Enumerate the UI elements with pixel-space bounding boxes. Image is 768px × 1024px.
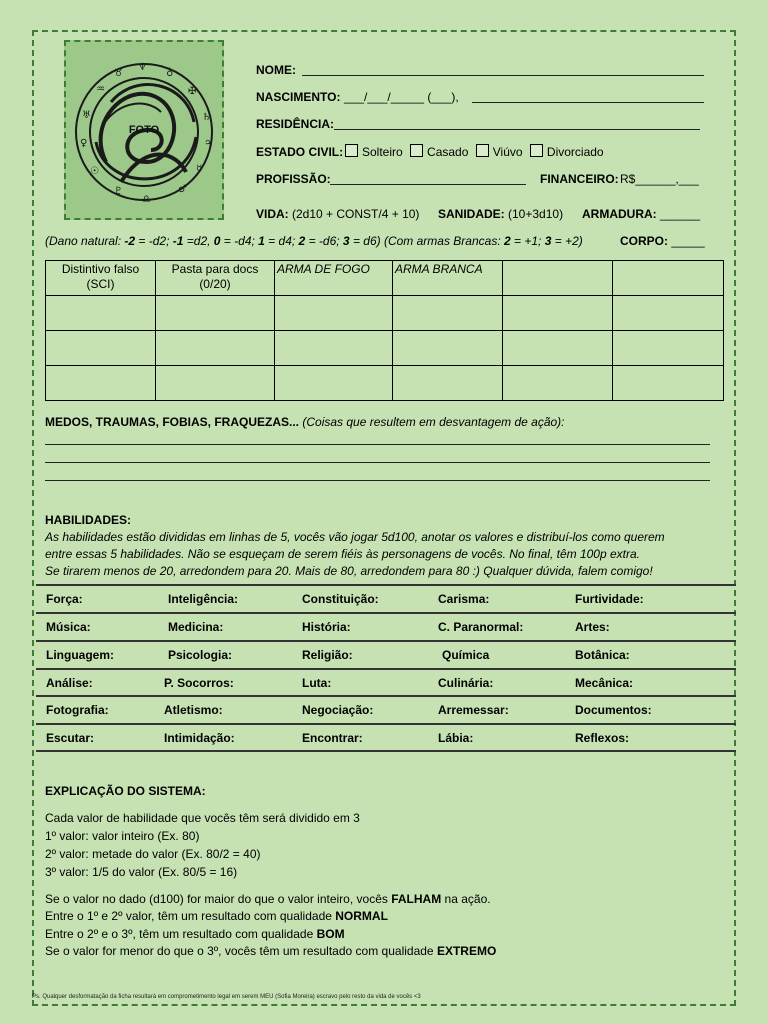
table-cell[interactable] bbox=[393, 296, 503, 331]
skill-intimidacao[interactable]: Intimidação: bbox=[164, 731, 235, 745]
skill-psicologia[interactable]: Psicologia: bbox=[168, 648, 233, 662]
skill-analise[interactable]: Análise: bbox=[46, 676, 93, 690]
residencia-field[interactable] bbox=[334, 129, 700, 130]
residencia-label: RESIDÊNCIA: bbox=[256, 117, 335, 131]
rule-normal: Entre o 1º e 2º valor, têm um resultado com qualidade NORMAL bbox=[45, 909, 388, 923]
footer-note: Ps. Qualquer desformatação da ficha resultará em comprometimento legal em serem MEU (Sofia Moreira) escravo pelo resto da vida de vocês <3 bbox=[32, 994, 421, 1000]
skill-linguagem[interactable]: Linguagem: bbox=[46, 648, 114, 662]
skill-botanica[interactable]: Botânica: bbox=[575, 648, 630, 662]
nome-label: NOME: bbox=[256, 63, 296, 77]
svg-text:♂: ♂ bbox=[178, 184, 187, 195]
table-cell[interactable] bbox=[46, 296, 156, 331]
svg-text:♁: ♁ bbox=[166, 68, 174, 79]
table-cell[interactable] bbox=[503, 331, 613, 366]
table-cell[interactable] bbox=[156, 296, 275, 331]
table-header-cell[interactable] bbox=[613, 261, 724, 296]
damage-rules: (Dano natural: -2 = -d2; -1 =d2, 0 = -d4; 1 = d4; 2 = -d6; 3 = d6) (Com armas Brancas: 2 = +1; 3 = +2) bbox=[45, 234, 583, 248]
skills-row bbox=[36, 640, 736, 666]
table-cell[interactable] bbox=[156, 366, 275, 401]
skill-p-socorros[interactable]: P. Socorros: bbox=[164, 676, 234, 690]
medos-line[interactable] bbox=[45, 480, 710, 481]
corpo-row bbox=[620, 233, 705, 249]
skill-escutar[interactable]: Escutar: bbox=[46, 731, 95, 745]
photo-label: FOTO bbox=[128, 124, 160, 136]
estado-civil-options bbox=[345, 144, 604, 160]
table-cell[interactable] bbox=[613, 366, 724, 401]
vida-formula: (2d10 + CONST/4 + 10) bbox=[292, 207, 420, 221]
medos-heading bbox=[45, 414, 565, 430]
profissao-label: PROFISSÃO: bbox=[256, 172, 331, 186]
skill-constituicao[interactable]: Constituição: bbox=[302, 592, 379, 606]
svg-text:♇: ♇ bbox=[114, 186, 123, 197]
nascimento-label: NASCIMENTO: bbox=[256, 90, 341, 104]
habilidades-text-line: As habilidades estão divididas em linhas de 5, vocês vão jogar 5d100, anotar os valores e distribuí-los como querem bbox=[45, 530, 665, 544]
skill-arremessar[interactable]: Arremessar: bbox=[438, 703, 509, 717]
sanidade-formula: (10+3d10) bbox=[508, 207, 564, 221]
svg-text:♎: ♎ bbox=[142, 194, 151, 205]
medos-note: (Coisas que resultem em desvantagem de ação): bbox=[302, 415, 565, 429]
sistema-line: 2º valor: metade do valor (Ex. 80/2 = 40) bbox=[45, 847, 261, 861]
armadura-label: ARMADURA: bbox=[582, 207, 657, 221]
svg-text:✠: ✠ bbox=[188, 86, 197, 97]
sanidade-row bbox=[438, 206, 563, 222]
sistema-line: 3º valor: 1/5 do valor (Ex. 80/5 = 16) bbox=[45, 865, 238, 879]
table-header-cell[interactable]: ARMA BRANCA bbox=[393, 261, 503, 296]
svg-text:♀: ♀ bbox=[80, 138, 88, 149]
skills-row bbox=[36, 612, 736, 638]
table-cell[interactable] bbox=[275, 296, 393, 331]
table-header-cell[interactable]: Pasta para docs (0/20) bbox=[156, 261, 275, 296]
skill-musica[interactable]: Música: bbox=[46, 620, 91, 634]
svg-text:♄: ♄ bbox=[202, 112, 211, 123]
sistema-title: EXPLICAÇÃO DO SISTEMA: bbox=[45, 784, 206, 798]
table-cell[interactable] bbox=[46, 366, 156, 401]
vida-row bbox=[256, 206, 419, 222]
skill-historia[interactable]: História: bbox=[302, 620, 351, 634]
skill-fotografia[interactable]: Fotografia: bbox=[46, 703, 109, 717]
habilidades-text-line: entre essas 5 habilidades. Não se esqueçam de serem fiéis às personagens de vocês. No final, têm 100p extra. bbox=[45, 547, 641, 561]
skill-furtividade[interactable]: Furtividade: bbox=[575, 592, 644, 606]
items-table bbox=[45, 260, 724, 401]
skill-encontrar[interactable]: Encontrar: bbox=[302, 731, 363, 745]
skill-mecanica[interactable]: Mecânica: bbox=[575, 676, 634, 690]
table-cell[interactable] bbox=[393, 331, 503, 366]
table-header-cell[interactable]: Distintivo falso (SCI) bbox=[46, 261, 156, 296]
vida-label: VIDA: bbox=[256, 207, 289, 221]
habilidades-text-line: Se tirarem menos de 20, arredondem para 20. Mais de 80, arredondem para 80 :) Qualquer dúvida, falem comigo! bbox=[45, 564, 653, 578]
table-cell[interactable] bbox=[275, 366, 393, 401]
rule-falham: Se o valor no dado (d100) for maior do que o valor inteiro, vocês FALHAM na ação. bbox=[45, 892, 491, 906]
habilidades-title: HABILIDADES: bbox=[45, 513, 131, 527]
sistema-line: Cada valor de habilidade que vocês têm será dividido em 3 bbox=[45, 811, 360, 825]
svg-text:♆: ♆ bbox=[138, 62, 147, 73]
rule-bom: Entre o 2º e o 3º, têm um resultado com qualidade BOM bbox=[45, 927, 345, 941]
skill-religiao[interactable]: Religião: bbox=[302, 648, 353, 662]
armadura-row bbox=[582, 206, 700, 222]
sanidade-label: SANIDADE: bbox=[438, 207, 505, 221]
skill-artes[interactable]: Artes: bbox=[575, 620, 610, 634]
svg-text:♉: ♉ bbox=[114, 68, 123, 79]
estado-civil-label: ESTADO CIVIL: bbox=[256, 145, 344, 159]
armadura-field[interactable]: ______ bbox=[660, 207, 701, 221]
svg-text:☿: ☿ bbox=[196, 164, 203, 175]
svg-text:♒: ♒ bbox=[96, 84, 105, 95]
table-row bbox=[46, 366, 724, 401]
medos-label: MEDOS, TRAUMAS, FOBIAS, FRAQUEZAS... bbox=[45, 415, 300, 429]
financeiro-label: FINANCEIRO: bbox=[540, 172, 619, 186]
skill-inteligencia[interactable]: Inteligência: bbox=[168, 592, 239, 606]
skill-luta[interactable]: Luta: bbox=[302, 676, 332, 690]
skills-row bbox=[36, 695, 736, 721]
medos-line[interactable] bbox=[45, 444, 710, 445]
skill-documentos[interactable]: Documentos: bbox=[575, 703, 652, 717]
skill-culinaria[interactable]: Culinária: bbox=[438, 676, 494, 690]
table-cell[interactable] bbox=[503, 366, 613, 401]
divorciado-label: Divorciado bbox=[546, 145, 604, 159]
table-cell[interactable] bbox=[275, 331, 393, 366]
table-cell[interactable] bbox=[156, 331, 275, 366]
viuvo-label: Viúvo bbox=[492, 145, 523, 159]
skill-negociacao[interactable]: Negociação: bbox=[302, 703, 374, 717]
nome-field[interactable] bbox=[302, 75, 704, 76]
viuvo-checkbox[interactable] bbox=[476, 144, 489, 157]
table-header-row bbox=[46, 261, 724, 296]
svg-text:☉: ☉ bbox=[90, 166, 99, 177]
table-cell[interactable] bbox=[393, 366, 503, 401]
skill-forca[interactable]: Força: bbox=[46, 592, 83, 606]
corpo-label: CORPO: bbox=[620, 234, 668, 248]
skills-row bbox=[36, 723, 736, 749]
skill-atletismo[interactable]: Atletismo: bbox=[164, 703, 223, 717]
medos-line[interactable] bbox=[45, 462, 710, 463]
svg-text:♅: ♅ bbox=[82, 110, 91, 121]
solteiro-checkbox[interactable] bbox=[345, 144, 358, 157]
table-row bbox=[46, 296, 724, 331]
skill-quimica[interactable]: Química bbox=[442, 648, 490, 662]
table-cell[interactable] bbox=[46, 331, 156, 366]
skills-bottom-rule bbox=[36, 750, 736, 752]
table-header-cell[interactable]: ARMA DE FOGO bbox=[275, 261, 393, 296]
table-header-cell[interactable] bbox=[503, 261, 613, 296]
svg-text:♃: ♃ bbox=[204, 138, 213, 149]
table-cell[interactable] bbox=[613, 296, 724, 331]
corpo-field[interactable]: _____ bbox=[671, 234, 705, 248]
skill-medicina[interactable]: Medicina: bbox=[168, 620, 224, 634]
skill-c-paranormal[interactable]: C. Paranormal: bbox=[438, 620, 524, 634]
profissao-field[interactable] bbox=[330, 184, 526, 185]
skill-labia[interactable]: Lábia: bbox=[438, 731, 474, 745]
skill-reflexos[interactable]: Reflexos: bbox=[575, 731, 630, 745]
skills-row bbox=[36, 668, 736, 694]
table-cell[interactable] bbox=[613, 331, 724, 366]
solteiro-label: Solteiro bbox=[362, 145, 403, 159]
casado-label: Casado bbox=[427, 145, 469, 159]
sistema-line: 1º valor: valor inteiro (Ex. 80) bbox=[45, 829, 200, 843]
rule-extremo: Se o valor for menor do que o 3º, vocês têm um resultado com qualidade EXTREMO bbox=[45, 944, 497, 958]
nascimento-place-field[interactable] bbox=[472, 102, 704, 103]
casado-checkbox[interactable] bbox=[410, 144, 423, 157]
divorciado-checkbox[interactable] bbox=[530, 144, 543, 157]
skills-row bbox=[36, 584, 736, 610]
financeiro-field[interactable]: R$______,___ bbox=[620, 172, 699, 186]
photo-placeholder[interactable] bbox=[64, 40, 224, 220]
table-cell[interactable] bbox=[503, 296, 613, 331]
skill-carisma[interactable]: Carisma: bbox=[438, 592, 490, 606]
table-row bbox=[46, 331, 724, 366]
nascimento-field[interactable]: ___/___/_____ (___), bbox=[344, 90, 459, 104]
